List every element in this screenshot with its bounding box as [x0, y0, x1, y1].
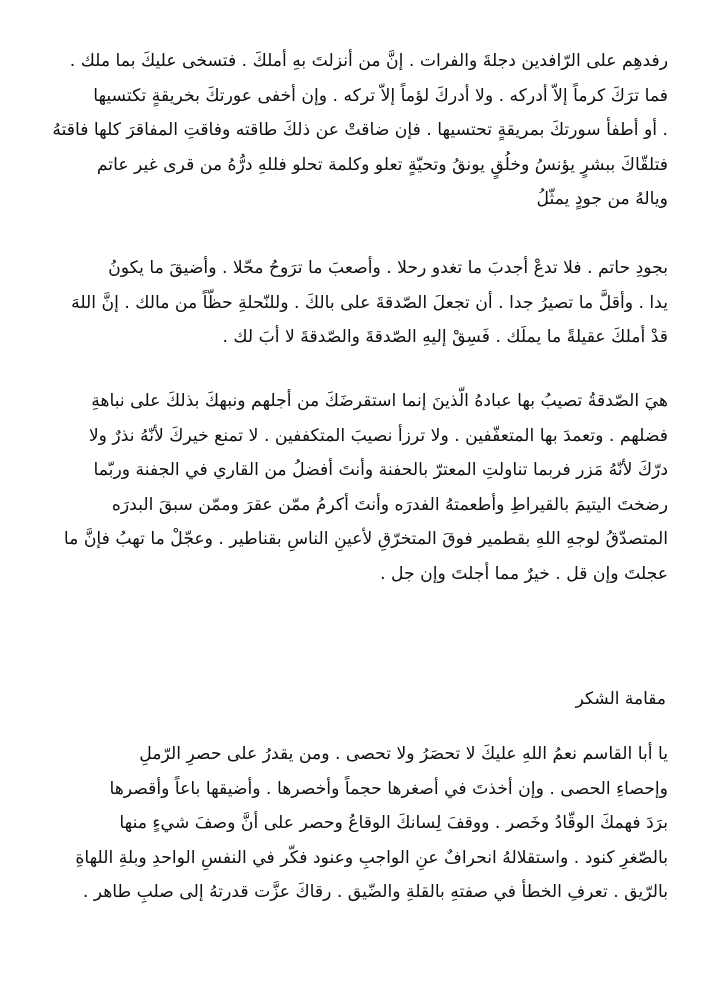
text-line: بجودِ حاتم . فلا تدعْ أجدبَ ما تغدو رحلا . وأصعبَ ما ترَوحُ محّلا . وأضيقَ ما يكونُ — [108, 258, 668, 278]
text-line: يدا . وأقلَّ ما تصيرُ جدا . أن تجعلَ الصّدقةَ على بالكَ . وللنّحلةِ حظّاً من مالك . إنَّ اللهَ — [71, 292, 668, 313]
text-line: بالصّغرِ كنود . واستقلالهُ انحرافٌ عنِ الواجبِ وعنود فكّر في النفسِ الواحدِ وبلةِ اللهاةِ — [75, 847, 668, 868]
text-line: درّكَ لأنّهُ مَزر فربما تناولتِ المعترّ بالحفنة وأنتَ أفضلُ من القاري في الجفنة وربّما — [93, 460, 668, 480]
text-line: عجلتَ وإن قل . خيرٌ مما أجلتَ وإن جل . — [380, 563, 668, 584]
text-line: ويالهُ من جودٍ يمثّلُ — [536, 189, 668, 209]
text-line: فتلقّاكَ ببشرٍ يؤنسُ وخلُقٍ يونقُ وتحيّةٍ تعلو وكلمة تحلو فللهِ درُّهُ من قرى غير عاتم — [96, 154, 668, 175]
text-line: برَدَ فهمكَ الوقّادُ وخَصر . ووقفَ لِسانكَ الوقاعُ وحصر على أنَّ وصفَ شيءٍ منها — [119, 813, 668, 833]
paragraph-2 — [52, 251, 668, 355]
text-line: رضختَ اليتيمَ بالقيراطِ وأطعمتهُ الفدرَه وأنتَ أكرمُ ممّن عقرَ وممّن سبقَ البدرَه — [111, 494, 668, 515]
section-heading: مقامة الشكر — [575, 689, 666, 709]
text-line: هيَ الصّدقةُ تصيبُ بها عبادهُ الّذينَ إنما استقرضَكَ من أجلهم ونبهكَ بذلكَ على نباهةِ — [91, 391, 668, 411]
paragraph-4 — [52, 737, 668, 910]
text-line: المتصدّقُ لوجهِ اللهِ بقطمير فوقَ المتخرّقِ لأعينِ الناسِ بقناطير . وعجّلْ ما تهبُ فإنَّ ما — [63, 529, 668, 549]
text-line: رفدهِم على الرّافدين دجلةَ والفرات . إنَّ من أنزلتَ بهِ أملكَ . فتسخى عليكَ بما ملك . — [69, 51, 668, 71]
text-line: وإحصاءِ الحصى . وإن أخذتَ في أصغرها حجماً وأخصرها . وأضيقها باعاً وأقصرها — [109, 778, 668, 799]
paragraph-1 — [52, 44, 668, 217]
text-line: بالرّيق . تعرفِ الخطأ في صفتهِ بالقلةِ والضّيق . رقاكَ عزَّت قدرتهُ إلى صلبِ طاهر . — [82, 882, 668, 902]
text-line: قدْ أملكَ عقيلةً ما يملَك . فَسِقْ إليهِ الصّدقةَ والصّدقةَ لا أبَ لك . — [222, 327, 668, 347]
text-line: فما ترَكَ كرماً إلاّ أدركه . ولا أدركَ لؤماً إلاّ تركه . وإن أخفى عورتكَ بخريقةٍ تكتسيها — [93, 85, 668, 106]
paragraph-3 — [52, 384, 668, 591]
text-line: يا أبا القاسم نعمُ اللهِ عليكَ لا تحصَرُ ولا تحصى . ومن يقدرُ على حصرِ الرّملِ — [139, 744, 668, 764]
text-line: فضلهم . وتعمدَ بها المتعفّفين . ولا ترزأ نصيبَ المتكففين . لا تمنع خيركَ لأنّهُ نذرٌ ولا — [88, 425, 668, 446]
text-line: . أو أطفأ سورتكَ بمريقةٍ تحتسيها . فإن ضاقتْ عن ذلكَ طاقته وفاقتِ المفاقرَ كلها فاقتهُ — [52, 120, 668, 140]
